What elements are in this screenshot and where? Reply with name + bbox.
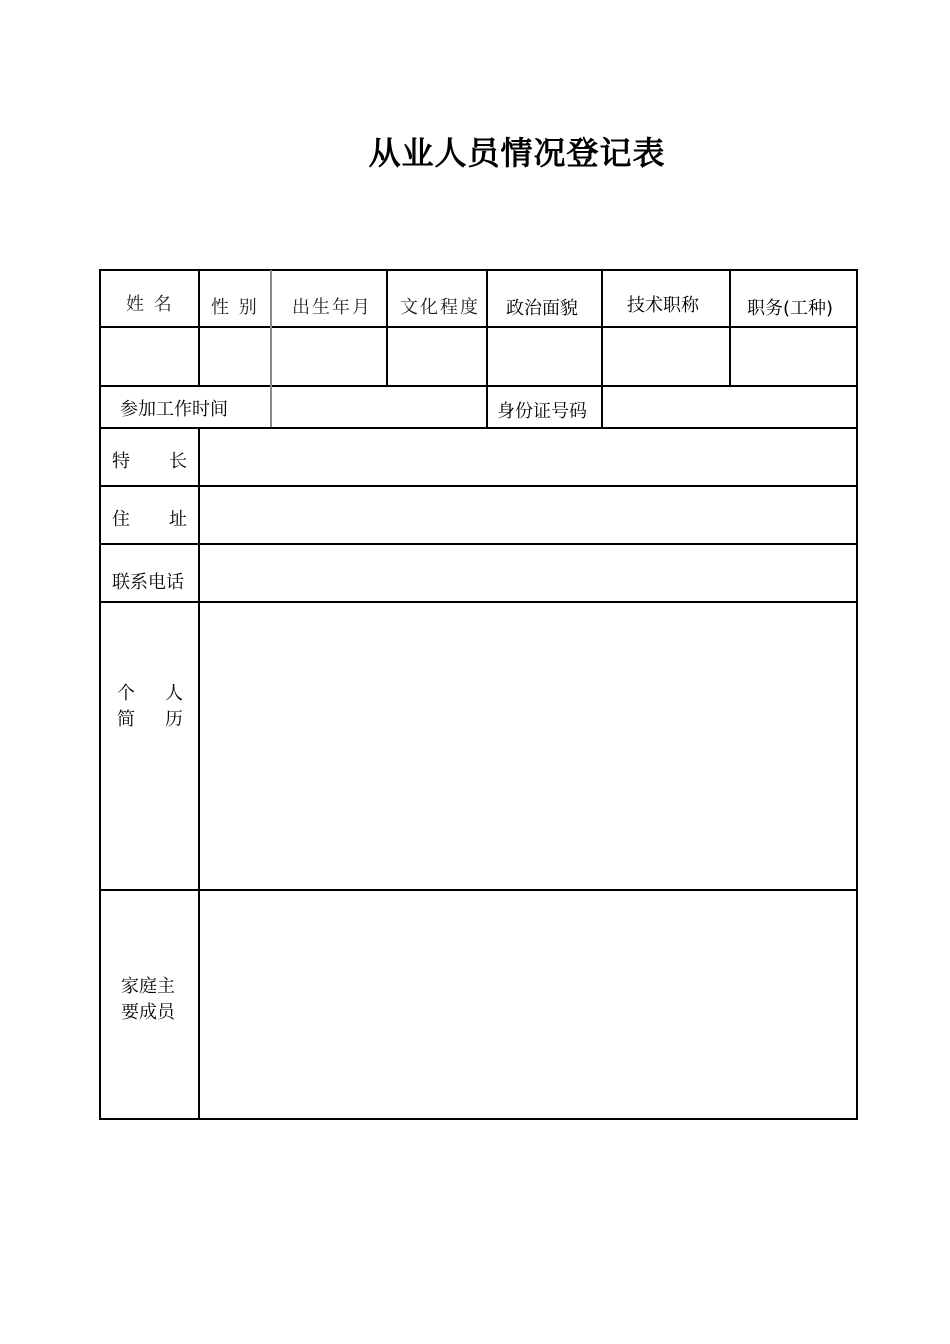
gender-label: 性 别: [211, 297, 259, 318]
id-number-field[interactable]: [603, 387, 856, 426]
address-label-left: 住: [112, 509, 130, 530]
resume-label: [117, 681, 187, 733]
page-title: 从业人员情况登记表: [368, 134, 666, 172]
id-number-label: 身份证号码: [497, 401, 587, 422]
phone-label: 联系电话: [112, 572, 184, 593]
resume-field[interactable]: [200, 603, 856, 888]
phone-field[interactable]: [200, 545, 856, 600]
education-field[interactable]: [388, 328, 485, 384]
family-label-line: 家庭主: [121, 976, 175, 997]
address-field[interactable]: [200, 487, 856, 542]
work-start-field[interactable]: [272, 387, 485, 426]
political-status-field[interactable]: [488, 328, 600, 384]
resume-label-char: 简: [117, 709, 135, 730]
family-members-field[interactable]: [200, 891, 856, 1118]
family-members-label: [121, 974, 175, 1026]
specialty-label-right: 长: [169, 451, 187, 472]
position-field[interactable]: [731, 328, 856, 384]
gender-field[interactable]: [200, 328, 269, 384]
resume-label-char: 人: [165, 683, 183, 704]
name-field[interactable]: [101, 328, 197, 384]
specialty-field[interactable]: [200, 429, 856, 484]
resume-label-char: 历: [165, 709, 183, 730]
education-label: 文化程度: [400, 297, 480, 318]
birth-date-label: 出生年月: [292, 297, 372, 318]
political-status-label: 政治面貌: [506, 298, 578, 319]
technical-title-field[interactable]: [603, 328, 728, 384]
work-start-label: 参加工作时间: [120, 399, 228, 420]
technical-title-label: 技术职称: [627, 295, 699, 316]
name-label: 姓 名: [126, 294, 174, 315]
family-label-line: 要成员: [121, 1002, 175, 1023]
address-label-right: 址: [169, 509, 187, 530]
birth-date-field[interactable]: [272, 328, 385, 384]
position-label: 职务(工种): [747, 298, 834, 319]
specialty-label-left: 特: [112, 451, 130, 472]
resume-label-char: 个: [117, 683, 135, 704]
